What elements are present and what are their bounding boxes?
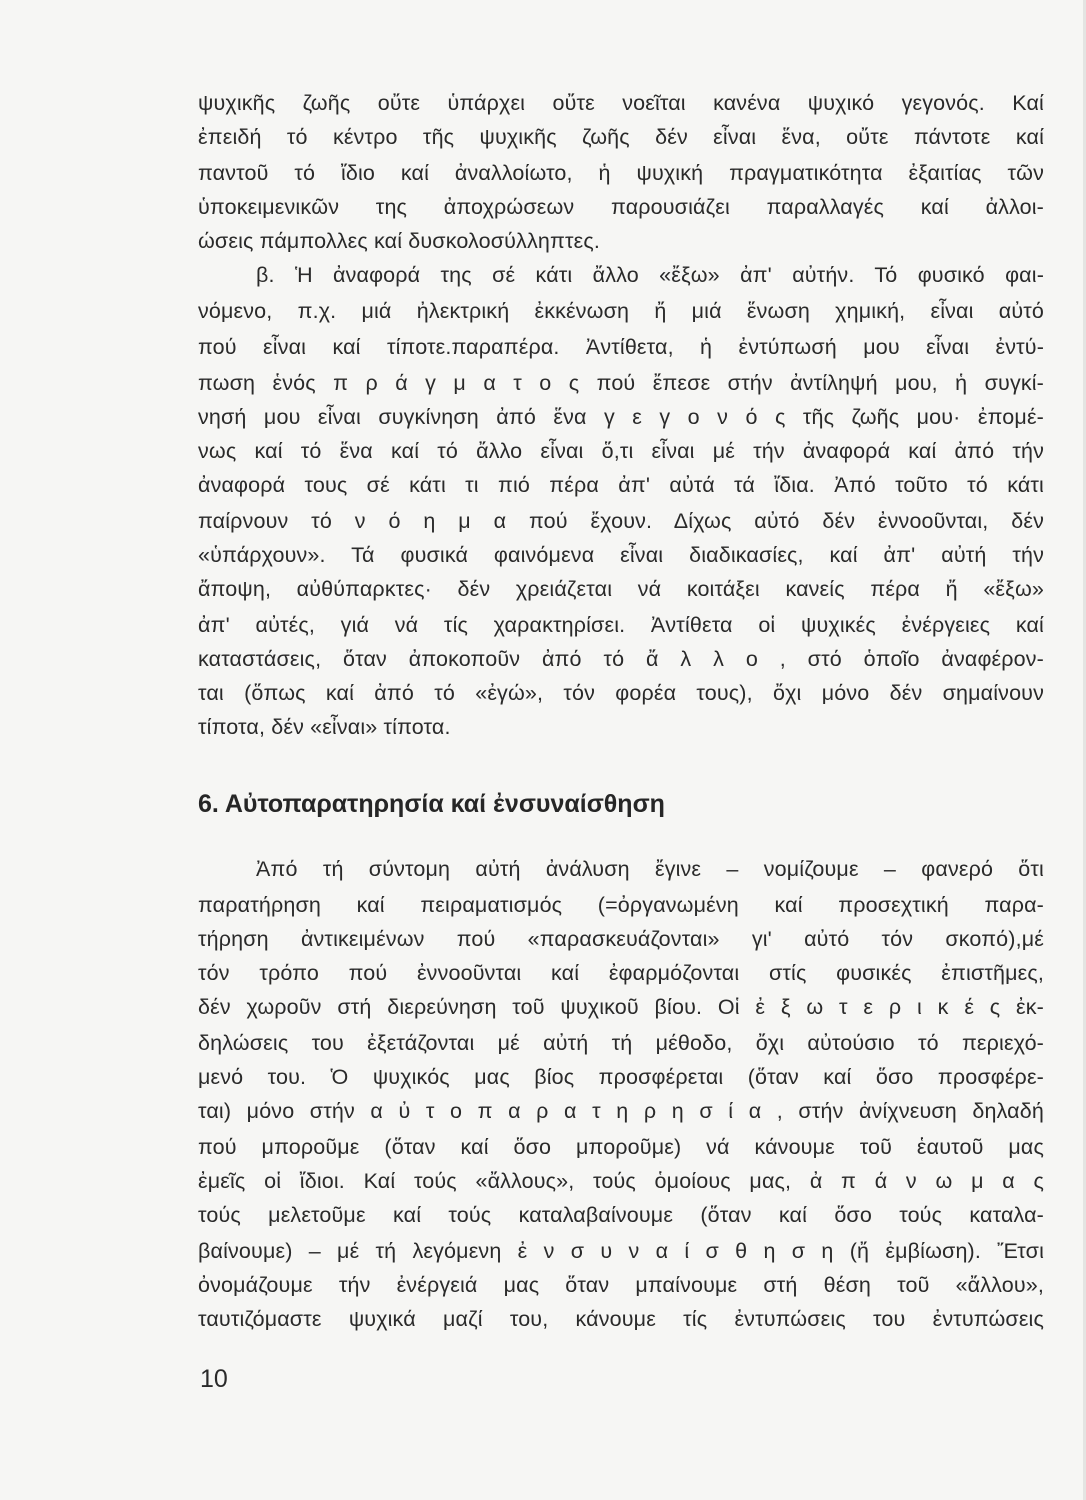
text-line: ώσεις πάμπολλες καί δυσκολοσύλληπτες. [198, 229, 600, 253]
text-line: ταυτιζόμαστε ψυχικά μαζί του, κάνουμε τίς ἐντυπώσεις του ἐντυπώσεις [198, 1307, 1044, 1331]
page-number: 10 [200, 1365, 228, 1393]
text-line: ὑποκειμενικῶν της ἀποχρώσεων παρουσιάζει παραλλαγές καί ἀλλοι- [198, 195, 1044, 219]
text-line: ψυχικῆς ζωῆς οὔτε ὑπάρχει οὔτε νοεῖται κανένα ψυχικό γεγονός. Καί [198, 91, 1044, 115]
text-line: τούς μελετοῦμε καί τούς καταλαβαίνουμε (ὅταν καί ὅσο τούς καταλα- [198, 1203, 1044, 1227]
text-line: δηλώσεις του ἐξετάζονται μέ αὐτή τή μέθοδο, ὄχι αὐτούσιο τό περιεχό- [198, 1031, 1044, 1055]
text-line: ἐπειδή τό κέντρο τῆς ψυχικῆς ζωῆς δέν εἶναι ἕνα, οὔτε πάντοτε καί [198, 125, 1044, 149]
text-line: μενό του. Ὁ ψυχικός μας βίος προσφέρεται (ὅταν καί ὅσο προσφέρε- [198, 1065, 1044, 1089]
text-line: ἀναφορά τους σέ κάτι τι πιό πέρα ἀπ' αὐτά τά ἴδια. Ἀπό τοῦτο τό κάτι [198, 473, 1044, 497]
text-line: ἐμεῖς οἱ ἴδιοι. Καί τούς «ἄλλους», τούς ὁμοίους μας, ἀ π ά ν ω μ α ς [198, 1169, 1044, 1193]
text-line: νως καί τό ἕνα καί τό ἄλλο εἶναι ὅ,τι εἶναι μέ τήν ἀναφορά καί ἀπό τήν [198, 439, 1044, 463]
text-line: Ἀπό τή σύντομη αὐτή ἀνάλυση ἔγινε – νομίζουμε – φανερό ὅτι [256, 857, 1044, 881]
text-line: τίποτα, δέν «εἶναι» τίποτα. [198, 715, 451, 739]
text-line: ἄποψη, αὐθύπαρκτες· δέν χρειάζεται νά κοιτάξει κανείς πέρα ἤ «ἔξω» [198, 577, 1044, 601]
text-line: νόμενο, π.χ. μιά ἠλεκτρική ἐκκένωση ἤ μιά ἕνωση χημική, εἶναι αὐτό [198, 299, 1044, 323]
section-heading: 6. Αὐτοπαρατηρησία καί ἐνσυναίσθηση [198, 790, 665, 818]
text-line: καταστάσεις, ὅταν ἀποκοποῦν ἀπό τό ἄ λ λ ο , στό ὁποῖο ἀναφέρον- [198, 647, 1044, 671]
text-line: δέν χωροῦν στή διερεύνηση τοῦ ψυχικοῦ βίου. Οἱ ἐ ξ ω τ ε ρ ι κ έ ς ἐκ- [198, 995, 1044, 1019]
text-line: ἀπ' αὐτές, γιά νά τίς χαρακτηρίσει. Ἀντίθετα οἱ ψυχικές ἐνέργειες καί [198, 613, 1044, 637]
text-line: ται) μόνο στήν α ὐ τ ο π α ρ α τ η ρ η σ ί α , στήν ἀνίχνευση δηλαδή [198, 1099, 1044, 1123]
text-line: β. Ἡ ἀναφορά της σέ κάτι ἄλλο «ἔξω» ἀπ' αὐτήν. Τό φυσικό φαι- [256, 263, 1044, 287]
text-line: πού εἶναι καί τίποτε.παραπέρα. Ἀντίθετα, ἡ ἐντύπωσή μου εἶναι ἐντύ- [198, 335, 1044, 359]
text-line: βαίνουμε) – μέ τή λεγόμενη ἐ ν σ υ ν α ί σ θ η σ η (ἤ ἐμβίωση). Ἔτσι [198, 1239, 1044, 1263]
text-line: «ὑπάρχουν». Τά φυσικά φαινόμενα εἶναι διαδικασίες, καί ἀπ' αὐτή τήν [198, 543, 1044, 567]
text-line: ὀνομάζουμε τήν ἐνέργειά μας ὅταν μπαίνουμε στή θέση τοῦ «ἄλλου», [198, 1273, 1044, 1297]
text-line: τόν τρόπο πού ἐννοοῦνται καί ἐφαρμόζονται στίς φυσικές ἐπιστῆμες, [198, 961, 1044, 985]
text-line: ται (ὅπως καί ἀπό τό «ἐγώ», τόν φορέα τους), ὄχι μόνο δέν σημαίνουν [198, 681, 1044, 705]
text-line: πωση ἑνός π ρ ά γ μ α τ ο ς πού ἔπεσε στήν ἀντίληψή μου, ἡ συγκί- [198, 371, 1044, 395]
text-line: παρατήρηση καί πειραματισμός (=ὀργανωμένη καί προσεχτική παρα- [198, 893, 1044, 917]
text-line: νησή μου εἶναι συγκίνηση ἀπό ἕνα γ ε γ ο ν ό ς τῆς ζωῆς μου· ἐπομέ- [198, 405, 1044, 429]
text-line: παίρνουν τό ν ό η μ α πού ἔχουν. Δίχως αὐτό δέν ἐννοοῦνται, δέν [198, 509, 1044, 533]
text-line: τήρηση ἀντικειμένων πού «παρασκευάζονται» γι' αὐτό τόν σκοπό),μέ [198, 927, 1044, 951]
text-line: παντοῦ τό ἴδιο καί ἀναλλοίωτο, ἡ ψυχική πραγματικότητα ἐξαιτίας τῶν [198, 161, 1044, 185]
text-line: πού μποροῦμε (ὅταν καί ὅσο μποροῦμε) νά κάνουμε τοῦ ἑαυτοῦ μας [198, 1135, 1044, 1159]
